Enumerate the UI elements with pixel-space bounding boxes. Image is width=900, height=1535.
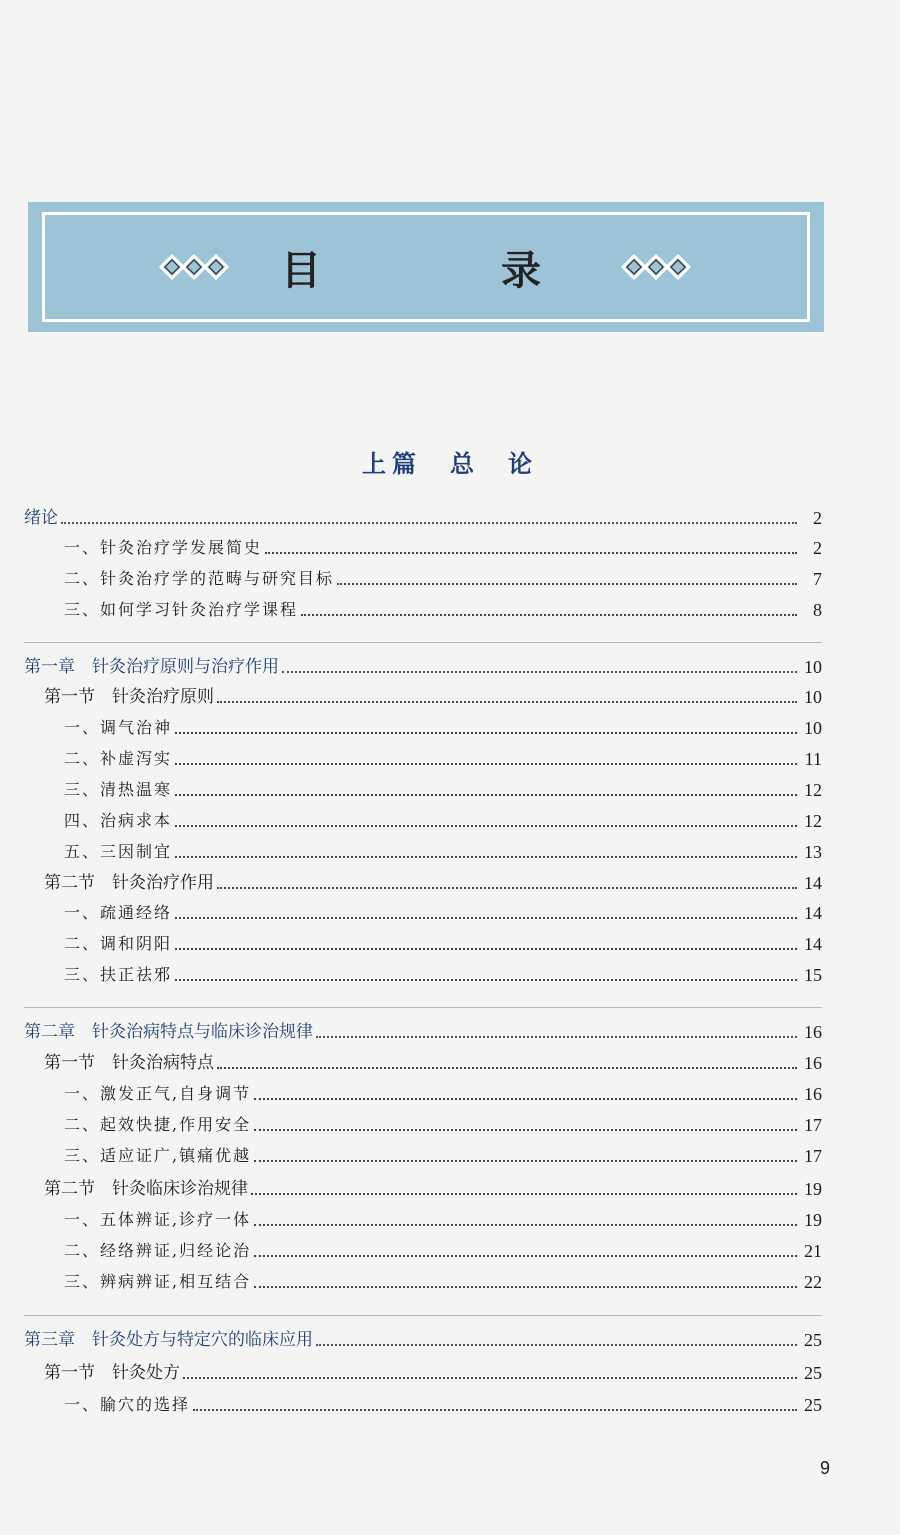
toc-entry-label: 一、针灸治疗学发展简史 — [64, 538, 263, 557]
leader-dots — [175, 856, 797, 858]
toc-entry-label: 三、适应证广,镇痛优越 — [64, 1146, 252, 1165]
leader-dots — [254, 1098, 797, 1100]
toc-entry-label: 一、五体辨证,诊疗一体 — [64, 1210, 252, 1229]
leader-dots — [217, 1067, 797, 1069]
toc-entry-page: 2 — [813, 538, 822, 558]
toc-entry-label: 二、经络辨证,归经论治 — [64, 1241, 252, 1260]
leader-dots — [254, 1160, 797, 1162]
toc-entry-label: 第一节 针灸处方 — [44, 1363, 180, 1383]
leader-dots — [175, 763, 797, 765]
toc-entry-label: 三、清热温寒 — [64, 780, 173, 799]
toc-entry-page: 19 — [804, 1210, 822, 1230]
toc-entry-label: 三、扶正祛邪 — [64, 965, 173, 984]
leader-dots — [316, 1036, 797, 1038]
toc-entry-label: 五、三因制宜 — [64, 842, 173, 861]
toc-row-item[interactable] — [64, 962, 822, 988]
toc-entry-page: 8 — [813, 600, 822, 620]
leader-dots — [254, 1224, 797, 1226]
chapter-separator — [24, 1315, 822, 1316]
toc-row-item[interactable] — [64, 566, 822, 592]
leader-dots — [61, 522, 797, 524]
toc-entry-label: 第一章 针灸治疗原则与治疗作用 — [24, 657, 279, 677]
toc-entry-page: 14 — [804, 934, 822, 954]
toc-entry-label: 第三章 针灸处方与特定穴的临床应用 — [24, 1330, 313, 1350]
leader-dots — [193, 1409, 797, 1411]
toc-entry-label: 四、治病求本 — [64, 811, 173, 830]
toc-entry-page: 10 — [804, 718, 822, 738]
toc-entry-page: 17 — [804, 1115, 822, 1135]
leader-dots — [175, 979, 797, 981]
toc-entry-page: 2 — [813, 508, 822, 528]
diamond-ornament-right-icon — [621, 254, 693, 280]
toc-row-chapter[interactable] — [24, 505, 822, 531]
page-title: 目 录 — [281, 246, 611, 294]
leader-dots — [175, 948, 797, 950]
toc-row-item[interactable] — [64, 1238, 822, 1264]
toc-row-item[interactable] — [64, 1207, 822, 1233]
chapter-separator — [24, 1007, 822, 1008]
toc-row-item[interactable] — [64, 900, 822, 926]
toc-entry-page: 25 — [804, 1395, 822, 1415]
toc-row-item[interactable] — [64, 535, 822, 561]
toc-row-chapter[interactable] — [24, 1327, 822, 1353]
toc-entry-label: 第二章 针灸治病特点与临床诊治规律 — [24, 1022, 313, 1042]
banner-title-row — [28, 242, 824, 292]
toc-entry-page: 17 — [804, 1146, 822, 1166]
toc-entry-label: 绪论 — [24, 508, 58, 528]
toc-row-item[interactable] — [64, 597, 822, 623]
toc-row-item[interactable] — [64, 1112, 822, 1138]
leader-dots — [337, 583, 797, 585]
toc-entry-page: 22 — [804, 1272, 822, 1292]
toc-entry-page: 19 — [804, 1179, 822, 1199]
leader-dots — [217, 701, 797, 703]
toc-row-item[interactable] — [64, 808, 822, 834]
toc-entry-label: 二、起效快捷,作用安全 — [64, 1115, 252, 1134]
leader-dots — [175, 794, 797, 796]
part-heading-part3: 论 — [508, 450, 538, 478]
leader-dots — [175, 732, 797, 734]
leader-dots — [175, 825, 797, 827]
leader-dots — [282, 671, 797, 673]
part-heading-part1: 上篇 — [362, 450, 422, 478]
leader-dots — [183, 1377, 797, 1379]
toc-row-section[interactable] — [44, 1050, 822, 1076]
toc-entry-label: 一、调气治神 — [64, 718, 173, 737]
toc-entry-page: 7 — [813, 569, 822, 589]
toc-entry-label: 第一节 针灸治疗原则 — [44, 687, 214, 707]
toc-row-item[interactable] — [64, 777, 822, 803]
toc-row-item[interactable] — [64, 1081, 822, 1107]
toc-row-item[interactable] — [64, 1143, 822, 1169]
toc-entry-label: 二、补虚泻实 — [64, 749, 173, 768]
toc-row-chapter[interactable] — [24, 654, 822, 680]
toc-entry-label: 第二节 针灸临床诊治规律 — [44, 1179, 248, 1199]
toc-entry-label: 一、疏通经络 — [64, 903, 173, 922]
diamond-ornament-left-icon — [159, 254, 231, 280]
toc-entry-label: 一、腧穴的选择 — [64, 1395, 191, 1414]
toc-row-section[interactable] — [44, 870, 822, 896]
toc-row-item[interactable] — [64, 931, 822, 957]
leader-dots — [254, 1255, 797, 1257]
toc-entry-label: 第一节 针灸治病特点 — [44, 1053, 214, 1073]
toc-entry-page: 21 — [804, 1241, 822, 1261]
toc-entry-page: 14 — [804, 903, 822, 923]
toc-row-item[interactable] — [64, 1269, 822, 1295]
toc-entry-label: 三、辨病辨证,相互结合 — [64, 1272, 252, 1291]
part-heading-part2: 总 — [450, 450, 480, 478]
toc-entry-page: 12 — [804, 780, 822, 800]
toc-entry-page: 25 — [804, 1363, 822, 1383]
toc-entry-page: 16 — [804, 1084, 822, 1104]
leader-dots — [175, 917, 797, 919]
toc-entry-page: 25 — [804, 1330, 822, 1350]
toc-row-section[interactable] — [44, 1360, 822, 1386]
toc-entry-page: 13 — [804, 842, 822, 862]
leader-dots — [265, 552, 797, 554]
toc-entry-label: 二、调和阴阳 — [64, 934, 173, 953]
page-number: 9 — [820, 1458, 831, 1478]
title-banner — [28, 202, 824, 332]
toc-row-section[interactable] — [44, 684, 822, 710]
toc-row-item[interactable] — [64, 715, 822, 741]
leader-dots — [217, 887, 797, 889]
toc-entry-page: 14 — [804, 873, 822, 893]
leader-dots — [316, 1344, 797, 1346]
toc-entry-page: 11 — [804, 749, 822, 769]
leader-dots — [254, 1129, 797, 1131]
toc-row-item[interactable] — [64, 839, 822, 865]
toc-entry-page: 16 — [804, 1022, 822, 1042]
chapter-separator — [24, 642, 822, 643]
leader-dots — [254, 1286, 797, 1288]
toc-entry-label: 一、激发正气,自身调节 — [64, 1084, 252, 1103]
toc-row-item[interactable] — [64, 1392, 822, 1418]
toc-entry-label: 二、针灸治疗学的范畴与研究目标 — [64, 569, 335, 588]
leader-dots — [301, 614, 797, 616]
toc-row-section[interactable] — [44, 1176, 822, 1202]
toc-entry-page: 15 — [804, 965, 822, 985]
toc-entry-page: 12 — [804, 811, 822, 831]
toc-entry-page: 10 — [804, 687, 822, 707]
leader-dots — [251, 1193, 797, 1195]
toc-entry-page: 16 — [804, 1053, 822, 1073]
toc-row-item[interactable] — [64, 746, 822, 772]
part-heading — [0, 444, 900, 479]
toc-entry-page: 10 — [804, 657, 822, 677]
toc-entry-label: 三、如何学习针灸治疗学课程 — [64, 600, 299, 619]
toc-row-chapter[interactable] — [24, 1019, 822, 1045]
toc-entry-label: 第二节 针灸治疗作用 — [44, 873, 214, 893]
